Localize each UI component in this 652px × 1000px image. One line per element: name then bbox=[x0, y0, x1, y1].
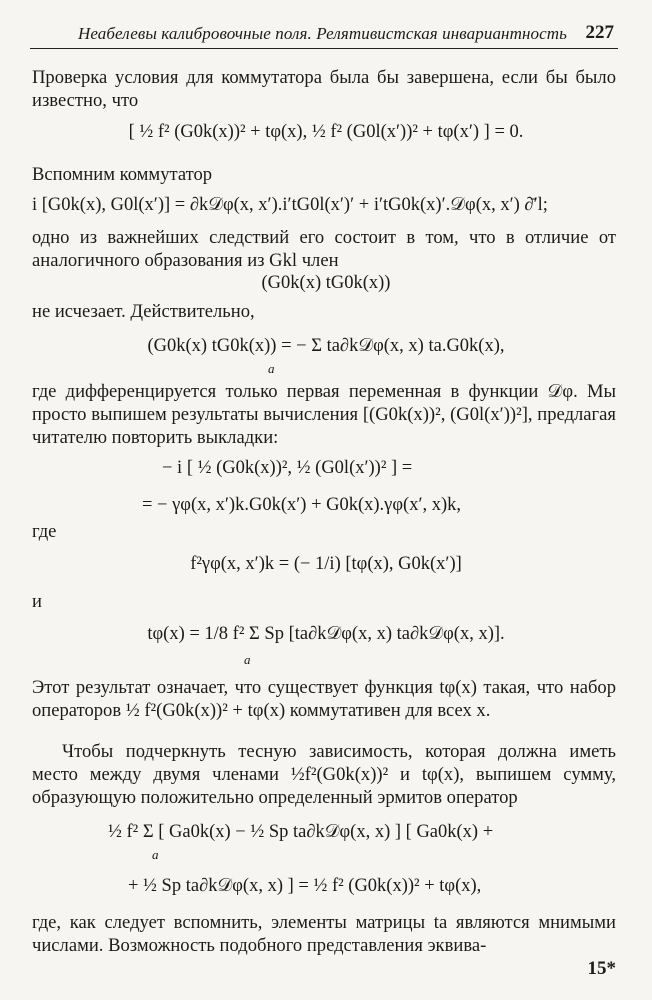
paragraph-5: где дифференцируется только первая переменная в функции 𝒟φ. Мы просто выпишем результаты вычисления [(G0k(x))², (G0l(x′))²], предлагая читателю повторить выкладки: bbox=[32, 381, 616, 448]
equation-commutator-result: = − γφ(x, x′)k.G0k(x′) + G0k(x).γφ(x′, x)k, bbox=[142, 495, 462, 515]
sum-index: a bbox=[244, 652, 251, 667]
equation-term: (G0k(x) tG0k(x)) bbox=[261, 273, 391, 293]
paragraph-3: одно из важнейших следствий его состоит в том, что в отличие от аналогичного образования из Gkl член bbox=[32, 227, 616, 271]
running-head: Неабелевы калибровочные поля. Релятивистская инвариантность bbox=[78, 24, 567, 43]
equation-commutator-condition: [ ½ f² (G0k(x))² + tφ(x), ½ f² (G0l(x′))² + tφ(x′) ] = 0. bbox=[128, 122, 524, 142]
sum-index: a bbox=[152, 847, 159, 862]
paragraph-7: и bbox=[32, 591, 42, 612]
paragraph-9: Чтобы подчеркнуть тесную зависимость, которая должна иметь место между двумя членами ½f²(G0k(x))² и tφ(x), выпишем сумму, образующую положительно определенный эрмитов оператор bbox=[32, 741, 616, 808]
equation-term-value: (G0k(x) tG0k(x)) = − Σ ta∂k𝒟φ(x, x) ta.G0k(x), bbox=[147, 336, 505, 356]
page-number: 227 bbox=[585, 22, 614, 43]
page-header bbox=[30, 18, 618, 49]
equation-t-phi: tφ(x) = 1/8 f² Σ Sp [ta∂k𝒟φ(x, x) ta∂k𝒟φ(x, x)]. bbox=[147, 624, 505, 644]
paragraph-10: где, как следует вспомнить, элементы матрицы ta являются мнимыми числами. Возможность подобного представления эквива- bbox=[32, 912, 616, 956]
paragraph-2: Вспомним коммутатор bbox=[32, 164, 213, 185]
equation-gamma: f²γφ(x, x′)k = (− 1/i) [tφ(x), G0k(x′)] bbox=[190, 554, 462, 574]
equation-hermitian-operator: ½ f² Σ [ Ga0k(x) − ½ Sp ta∂k𝒟φ(x, x) ] [ Ga0k(x) + bbox=[108, 822, 494, 842]
signature-mark: 15* bbox=[587, 958, 616, 979]
paragraph-4: не исчезает. Действительно, bbox=[32, 301, 255, 322]
equation-commutator: i [G0k(x), G0l(x′)] = ∂k𝒟φ(x, x′).i′tG0l(x′)′ + i′tG0k(x)′.𝒟φ(x, x′) ∂̄′l; bbox=[32, 195, 548, 215]
equation-hermitian-operator-continued: + ½ Sp ta∂k𝒟φ(x, x) ] = ½ f² (G0k(x))² + tφ(x), bbox=[128, 876, 482, 896]
paragraph-1: Проверка условия для коммутатора была бы завершена, если бы было известно, что bbox=[32, 67, 616, 111]
paragraph-6: где bbox=[32, 521, 57, 542]
equation-commutator-squares: − i [ ½ (G0k(x))², ½ (G0l(x′))² ] = bbox=[162, 458, 413, 478]
sum-index: a bbox=[268, 361, 275, 376]
paragraph-8: Этот результат означает, что существует функция tφ(x) такая, что набор операторов ½ f²(G0k(x))² + tφ(x) коммутативен для всех x. bbox=[32, 677, 616, 721]
